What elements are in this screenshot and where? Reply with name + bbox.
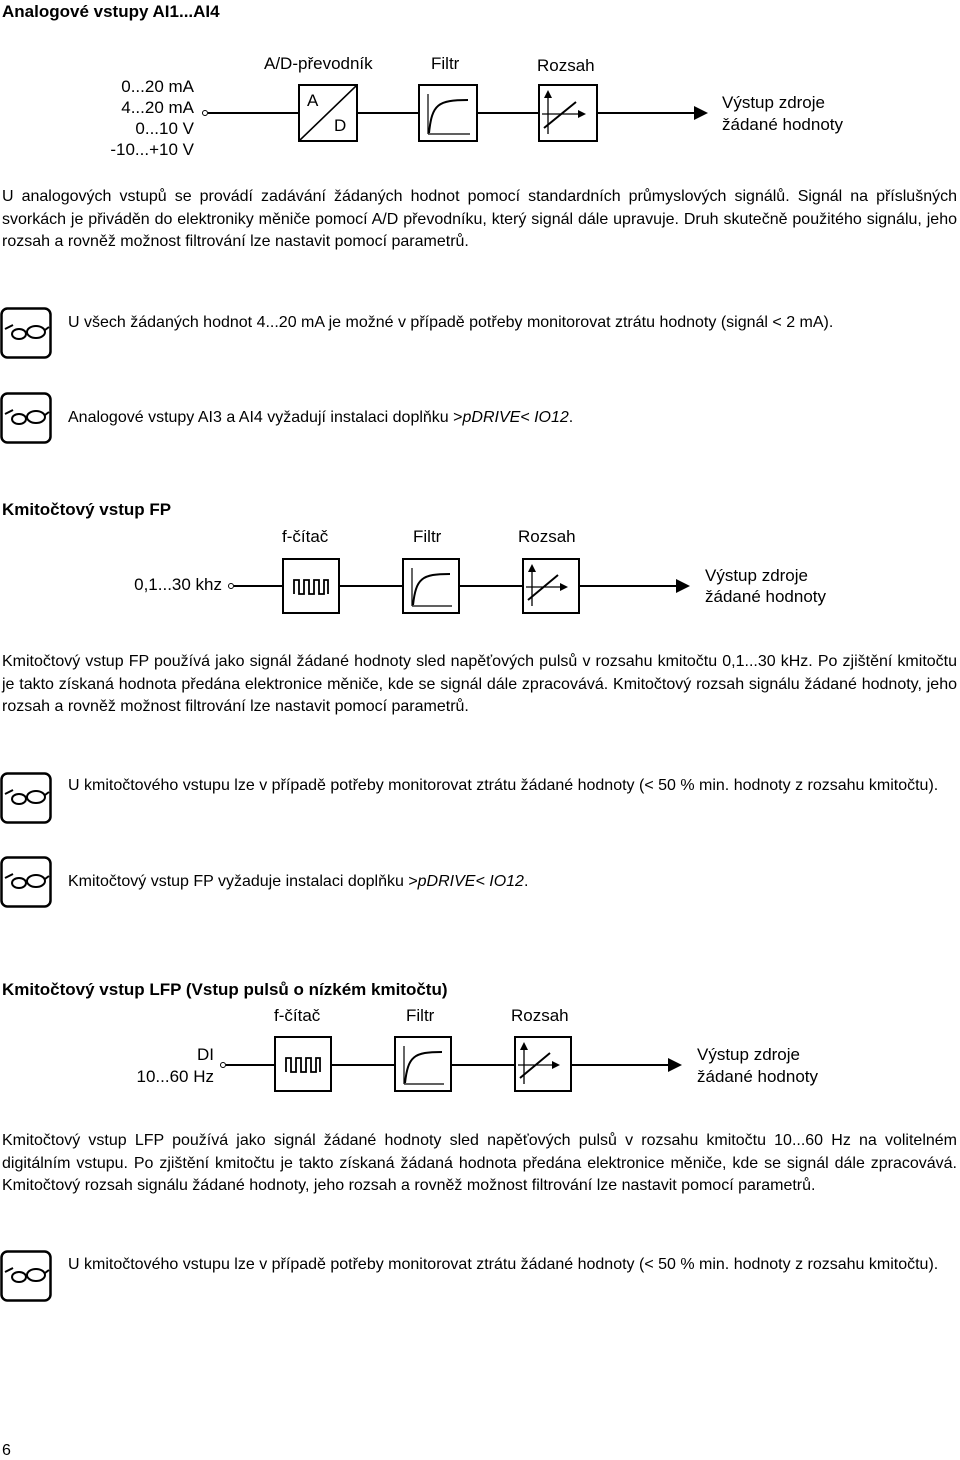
note: U kmitočtového vstupu lze v případě potřeby monitorovat ztrátu žádané hodnoty (< 50 % min. hodnoty z rozsahu kmitočtu). — [68, 777, 939, 794]
filter-label: Filtr — [431, 54, 460, 73]
output-label: Výstup zdroje — [697, 1045, 800, 1064]
adc-d-label: D — [334, 116, 347, 135]
counter-block — [274, 1036, 332, 1092]
range-block — [538, 84, 598, 142]
filter-block — [402, 558, 460, 614]
output-label: žádané hodnoty — [705, 587, 826, 606]
filter-block — [394, 1036, 452, 1092]
filter-curve-icon — [396, 1038, 450, 1090]
counter-label: f-čítač — [274, 1006, 321, 1025]
pulse-train-icon — [276, 1038, 330, 1090]
adc-block — [298, 84, 358, 142]
counter-label: f-čítač — [282, 527, 329, 546]
note: Kmitočtový vstup FP vyžaduje instalaci doplňku >pDRIVE< IO12. — [68, 873, 529, 890]
input-label: 0...20 mA — [121, 77, 194, 96]
arrow-right-icon — [668, 1058, 682, 1072]
glasses-icon — [0, 856, 52, 908]
glasses-icon — [0, 1250, 52, 1302]
range-scale-icon — [524, 560, 578, 612]
glasses-icon — [0, 772, 52, 824]
note: Analogové vstupy AI3 a AI4 vyžadují instalaci doplňku >pDRIVE< IO12. — [68, 409, 574, 426]
filter-curve-icon — [404, 560, 458, 612]
range-label: Rozsah — [511, 1006, 569, 1025]
arrow-right-icon — [676, 579, 690, 593]
pulse-train-icon — [284, 560, 338, 612]
note: U kmitočtového vstupu lze v případě potřeby monitorovat ztrátu žádané hodnoty (< 50 % min. hodnoty z rozsahu kmitočtu). — [68, 1256, 939, 1273]
paragraph: Kmitočtový vstup FP používá jako signál žádané hodnoty sled napěťových pulsů v rozsahu kmitočtu 0,1...30 kHz. Po zjištění kmitočtu je takto získaná hodnota předána elektronice měniče, kde se signál dále zpracovává. Kmitočtový rozsah signálu žádané hodnoty, jeho rozsah a rovněž možnost filtrování lze nastavit pomocí parametrů. — [2, 653, 957, 715]
filter-curve-icon — [420, 86, 476, 140]
input-label: DI — [197, 1045, 214, 1064]
adc-label: A/D-převodník — [264, 54, 373, 73]
paragraph: Kmitočtový vstup LFP používá jako signál žádané hodnoty sled napěťových pulsů v rozsahu kmitočtu 10...60 Hz na volitelném digitálním vstupu. Po zjištění kmitočtu je takto získaná žádaná hodnota předána elektronice měniče, kde se signál dále zpracovává. Kmitočtový rozsah signálu žádané hodnoty, jeho rozsah a rovněž možnost filtrování lze nastavit pomocí parametrů. — [2, 1132, 957, 1194]
arrow-right-icon — [694, 106, 708, 120]
filter-block — [418, 84, 478, 142]
output-label: žádané hodnoty — [722, 115, 843, 134]
input-label: 10...60 Hz — [136, 1067, 214, 1086]
paragraph: U analogových vstupů se provádí zadávání žádaných hodnot pomocí standardních průmyslových signálů. Signál na příslušných svorkách je přiváděn do elektroniky měniče pomocí A/D převodníku, který signál dále upravuje. Druh skutečně použitého signálu, jeho rozsah a rovněž možnost filtrování lze nastavit pomocí parametrů. — [2, 188, 957, 250]
output-label: Výstup zdroje — [722, 93, 825, 112]
range-scale-icon — [516, 1038, 570, 1090]
input-label: 0...10 V — [135, 119, 194, 138]
adc-a-label: A — [307, 91, 319, 110]
page-number: 6 — [2, 1442, 11, 1459]
input-label: -10...+10 V — [110, 140, 194, 159]
input-label: 0,1...30 khz — [134, 575, 222, 594]
range-block — [514, 1036, 572, 1092]
section-title-lfp: Kmitočtový vstup LFP (Vstup pulsů o nízkém kmitočtu) — [2, 980, 448, 999]
range-block — [522, 558, 580, 614]
range-label: Rozsah — [537, 56, 595, 75]
input-label: 4...20 mA — [121, 98, 194, 117]
filter-label: Filtr — [413, 527, 442, 546]
section-title-analog: Analogové vstupy AI1...AI4 — [2, 2, 220, 21]
note: U všech žádaných hodnot 4...20 mA je možné v případě potřeby monitorovat ztrátu hodnoty (signál < 2 mA). — [68, 314, 834, 331]
glasses-icon — [0, 307, 52, 359]
output-label: Výstup zdroje — [705, 566, 808, 585]
range-scale-icon — [540, 86, 596, 140]
range-label: Rozsah — [518, 527, 576, 546]
filter-label: Filtr — [406, 1006, 435, 1025]
section-title-fp: Kmitočtový vstup FP — [2, 500, 172, 519]
counter-block — [282, 558, 340, 614]
output-label: žádané hodnoty — [697, 1067, 818, 1086]
glasses-icon — [0, 392, 52, 444]
